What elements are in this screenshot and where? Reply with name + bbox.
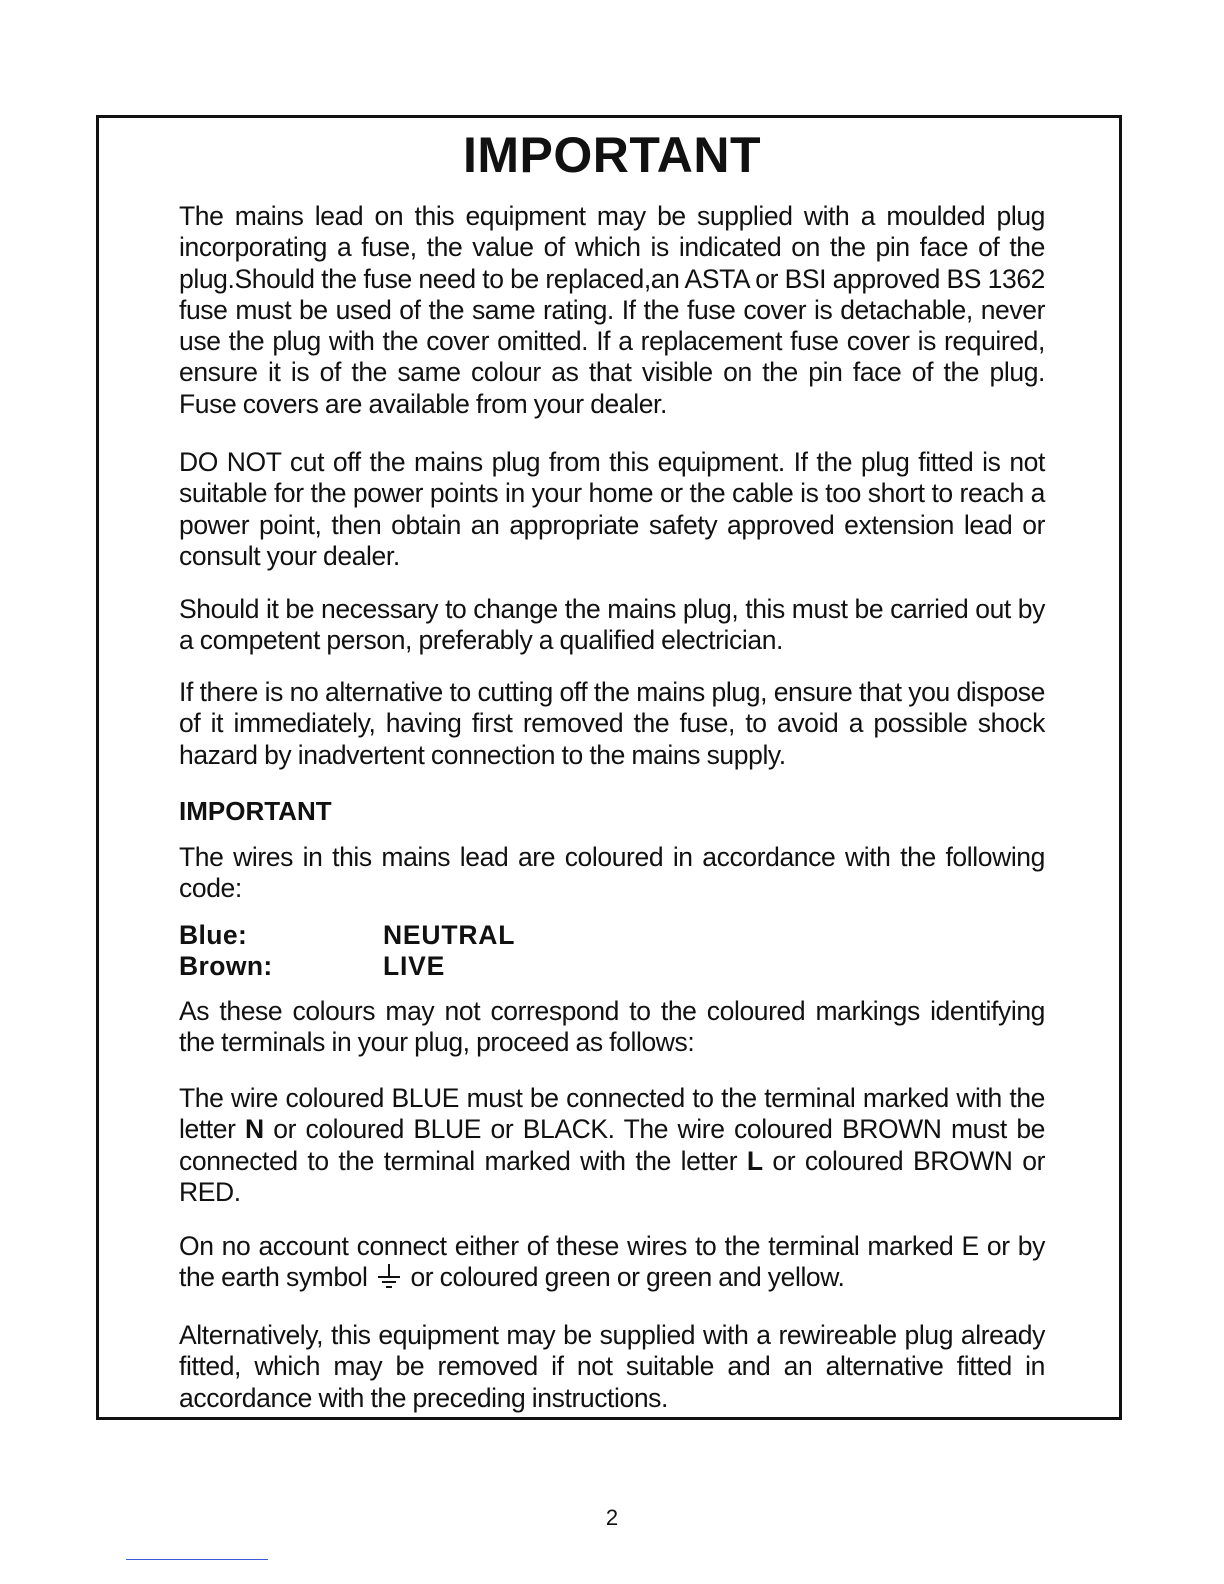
- page-title: IMPORTANT: [463, 127, 761, 183]
- paragraph-change-plug: Should it be necessary to change the mains plug, this must be carried out by a competent person, preferably a qualified electrician.: [179, 594, 1045, 656]
- wire-code-row-blue: [179, 920, 515, 951]
- wiring-text-part: or coloured BLUE or BLACK. The wire coloured BROWN must be connected to the terminal marked with the letter: [179, 1114, 1045, 1176]
- wire-code-value: NEUTRAL: [383, 920, 516, 950]
- letter-l: L: [746, 1145, 763, 1176]
- page-number: 2: [605, 1505, 619, 1530]
- paragraph-wiring-instructions: [179, 1083, 1045, 1208]
- earth-symbol-icon: [377, 1263, 401, 1296]
- paragraph-earth-warning: [179, 1231, 1045, 1296]
- paragraph-dispose-plug: If there is no alternative to cutting off the mains plug, ensure that you dispose of it immediately, having first removed the fuse, to avoid a possible shock hazard by inadvertent connection to the mains supply.: [179, 677, 1045, 770]
- wire-code-value: LIVE: [383, 951, 446, 981]
- paragraph-rewireable-plug: Alternatively, this equipment may be supplied with a rewireable plug already fitted, which may be removed if not suitable and an alternative fitted in accordance with the preceding instructions.: [179, 1320, 1045, 1413]
- paragraph-colour-mismatch: As these colours may not correspond to the coloured markings identifying the terminals in your plug, proceed as follows:: [179, 996, 1045, 1058]
- section-heading-important: IMPORTANT: [179, 796, 332, 826]
- paragraph-fuse-info: The mains lead on this equipment may be supplied with a moulded plug incorporating a fuse, the value of which is indicated on the pin face of the plug.Should the fuse need to be replaced,an ASTA or BSI approved BS 1362 fuse must be used of the same rating. If the fuse cover is detachable, never use the plug with the cover omitted. If a replacement fuse cover is required, ensure it is of the same colour as that visible on the pin face of the plug. Fuse covers are available from your dealer.: [179, 201, 1045, 419]
- earth-text-part: On no account connect either of these wires to the terminal marked E or by the earth symbol: [179, 1231, 1045, 1293]
- wire-code-row-brown: [179, 951, 515, 982]
- wire-code-table: [179, 920, 515, 982]
- paragraph-do-not-cut: DO NOT cut off the mains plug from this equipment. If the plug fitted is not suitable for the power points in your home or the cable is too short to reach a power point, then obtain an appropriate safety approved extension lead or consult your dealer.: [179, 447, 1045, 571]
- earth-text-part: or coloured green or green and yellow.: [410, 1262, 845, 1293]
- wire-code-label: Blue:: [179, 920, 248, 950]
- letter-n: N: [245, 1114, 264, 1145]
- wiring-text-part: or coloured BROWN or RED.: [179, 1145, 1045, 1207]
- wiring-text-part: The wire coloured BLUE must be connected to the terminal marked with the letter: [179, 1083, 1045, 1145]
- paragraph-wire-code-intro: The wires in this mains lead are coloured in accordance with the following code:: [179, 842, 1045, 904]
- footer-divider: [126, 1559, 268, 1560]
- wire-code-label: Brown:: [179, 951, 273, 981]
